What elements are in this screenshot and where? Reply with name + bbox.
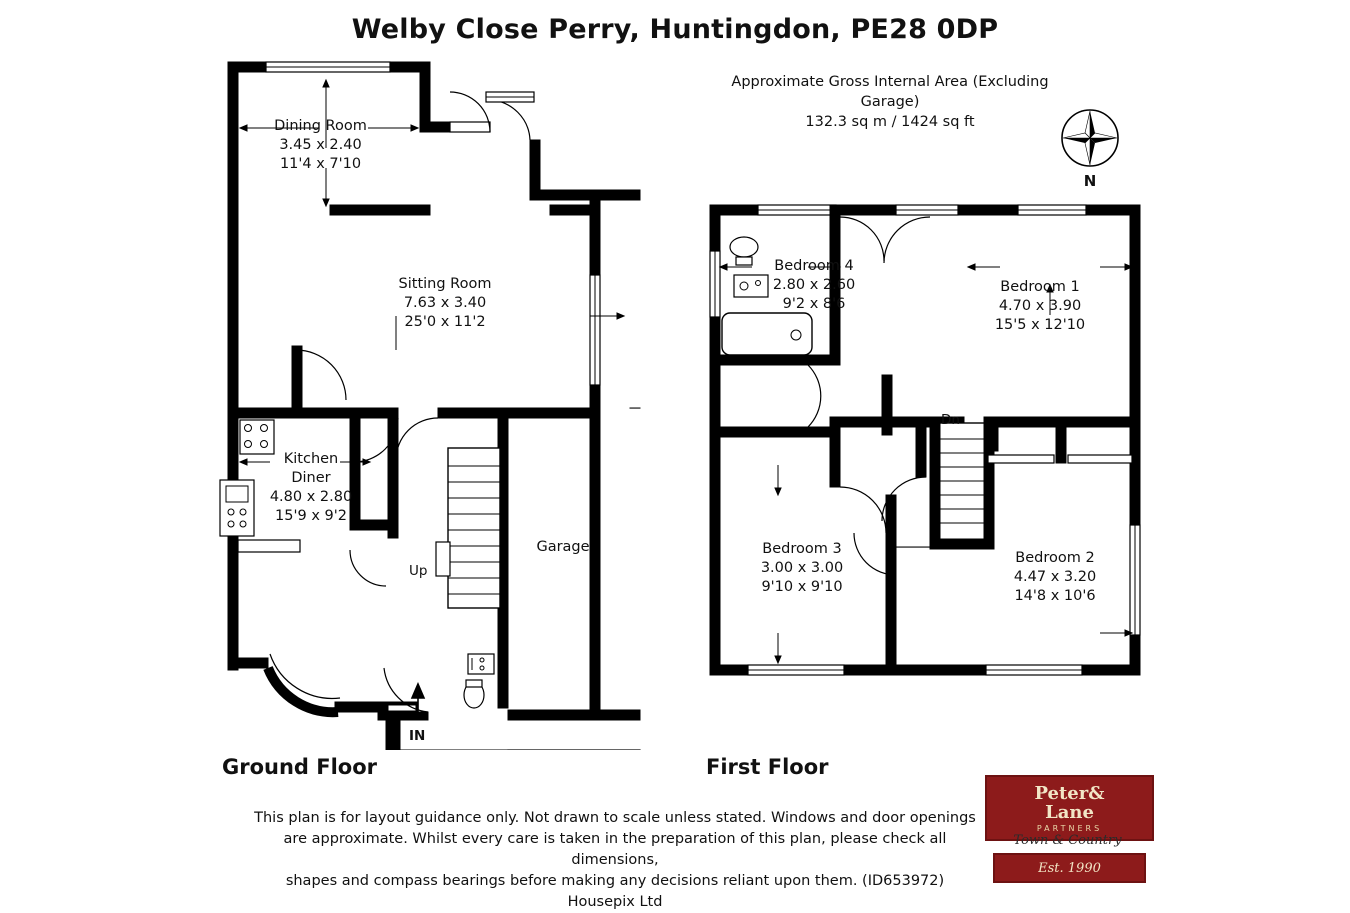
entrance-label: IN: [409, 728, 425, 744]
disclaimer-text: [245, 808, 985, 913]
room-dim-imperial: 15'5 x 12'10: [960, 316, 1120, 335]
room-label-garage: [513, 538, 613, 557]
stairs-up-label: Up: [409, 563, 427, 579]
ground-floor-title: Ground Floor: [222, 755, 377, 779]
room-label-dining-room: [243, 117, 398, 174]
disclaimer-line3: shapes and compass bearings before making any decisions reliant upon them. (ID653972): [245, 871, 985, 892]
logo-name-line2: Lane: [1045, 803, 1094, 822]
room-name: Bedroom 1: [960, 278, 1120, 297]
room-dim-imperial: 11'4 x 7'10: [243, 155, 398, 174]
room-dim-metric: 4.80 x 2.80: [243, 488, 379, 507]
gross-area-line2: 132.3 sq m / 1424 sq ft: [700, 112, 1080, 132]
room-name-line2: Diner: [243, 469, 379, 488]
first-floor-title: First Floor: [706, 755, 829, 779]
compass-north-label: N: [1060, 172, 1120, 190]
room-dim-metric: 7.63 x 3.40: [365, 294, 525, 313]
room-label-bedroom-4: [740, 257, 888, 314]
logo-badge: [985, 775, 1154, 841]
room-name-line1: Kitchen: [243, 450, 379, 469]
room-dim-imperial: 15'9 x 9'2: [243, 507, 379, 526]
room-name: Sitting Room: [365, 275, 525, 294]
logo-partners: PARTNERS: [1037, 824, 1102, 833]
gross-area-note: [700, 72, 1080, 132]
room-dim-imperial: 9'10 x 9'10: [728, 578, 876, 597]
room-label-bedroom-3: [728, 540, 876, 597]
compass-rose-icon: [1060, 108, 1120, 168]
room-dim-metric: 3.45 x 2.40: [243, 136, 398, 155]
disclaimer-line1: This plan is for layout guidance only. Not drawn to scale unless stated. Windows and door openings: [245, 808, 985, 829]
room-dim-metric: 3.00 x 3.00: [728, 559, 876, 578]
logo-name-line1: Peter&: [1034, 784, 1104, 803]
room-dim-imperial: 9'2 x 8'6: [740, 295, 888, 314]
room-name: Garage: [513, 538, 613, 557]
agency-logo: [985, 775, 1150, 885]
room-name: Dining Room: [243, 117, 398, 136]
room-name: Bedroom 4: [740, 257, 888, 276]
room-label-sitting-room: [365, 275, 525, 332]
disclaimer-line2: are approximate. Whilst every care is taken in the preparation of this plan, please check all dimensions,: [245, 829, 985, 871]
room-name: Bedroom 3: [728, 540, 876, 559]
room-label-kitchen-diner: [243, 450, 379, 526]
logo-established: Est. 1990: [1038, 861, 1101, 876]
room-dim-metric: 2.80 x 2.60: [740, 276, 888, 295]
logo-tagline: Town & Country: [985, 833, 1150, 848]
gross-area-line1: Approximate Gross Internal Area (Excluding Garage): [700, 72, 1080, 112]
disclaimer-line4: Housepix Ltd: [245, 892, 985, 913]
logo-ribbon: [993, 853, 1146, 883]
page-title: Welby Close Perry, Huntingdon, PE28 0DP: [0, 14, 1350, 45]
room-dim-imperial: 25'0 x 11'2: [365, 313, 525, 332]
room-dim-imperial: 14'8 x 10'6: [975, 587, 1135, 606]
room-label-bedroom-1: [960, 278, 1120, 335]
room-dim-metric: 4.47 x 3.20: [975, 568, 1135, 587]
stairs-down-label: Dn: [941, 412, 960, 428]
room-name: Bedroom 2: [975, 549, 1135, 568]
room-label-bedroom-2: [975, 549, 1135, 606]
room-dim-metric: 4.70 x 3.90: [960, 297, 1120, 316]
